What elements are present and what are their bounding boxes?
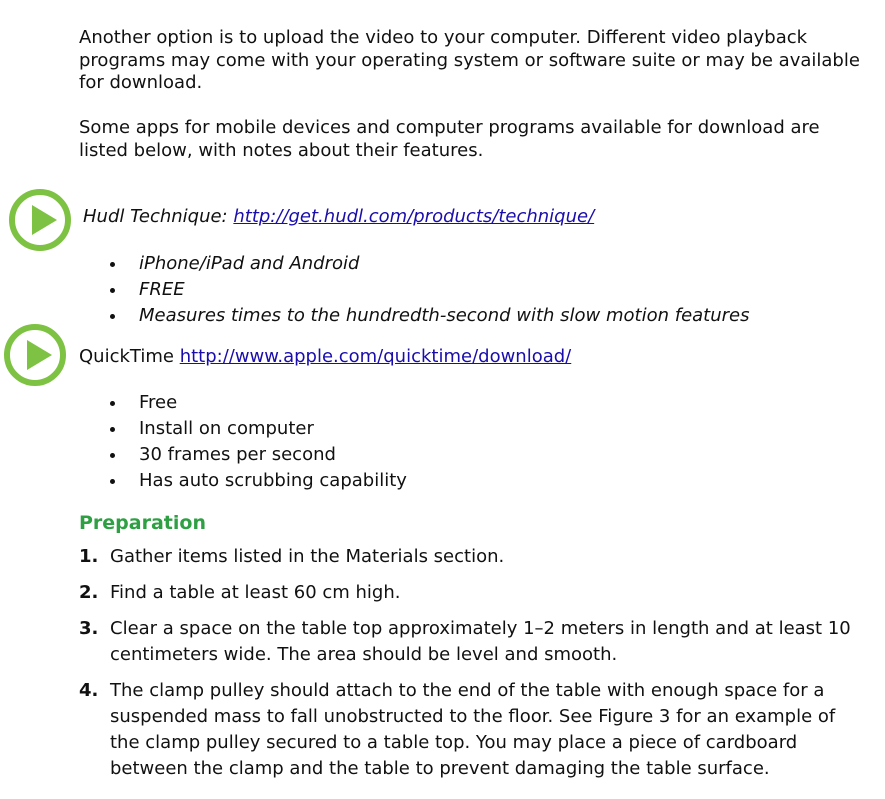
list-item: Measures times to the hundredth-second with slow motion features [110,303,750,329]
play-icon [8,188,72,252]
step-item: 3. Clear a space on the table top approximately 1–2 meters in length and at least 10 centimeters wide. The area should be level and smooth. [79,618,851,665]
step-item: 1. Gather items listed in the Materials section. [79,546,505,567]
app-link-hudl[interactable]: http://get.hudl.com/products/technique/ [233,206,595,227]
step-item: 4. The clamp pulley should attach to the end of the table with enough space for a suspended mass to fall unobstructed to the floor. See Figure 3 for an example of the clamp pulley secured to a table top. You may place a piece of cardboard between the clamp and the table to prevent damaging the table surface. [79,680,836,779]
app-name: Hudl Technique: [83,206,228,227]
quicktime-feature-list [110,390,407,494]
list-item: iPhone/iPad and Android [110,251,750,277]
list-item: Has auto scrubbing capability [110,468,407,494]
app-link-quicktime[interactable]: http://www.apple.com/quicktime/download/ [179,346,572,367]
play-icon [3,323,67,387]
intro-paragraph-1: Another option is to upload the video to your computer. Different video playback programs may come with your operating system or software suite or may be available for download. [79,27,860,93]
intro-paragraph-2: Some apps for mobile devices and computer programs available for download are listed below, with notes about their features. [79,117,820,161]
app-quicktime-line [79,345,571,369]
list-item: 30 frames per second [110,442,407,468]
list-item: Free [110,390,407,416]
app-name: QuickTime [79,346,174,367]
list-item: Install on computer [110,416,407,442]
hudl-feature-list [110,251,750,329]
step-item: 2. Find a table at least 60 cm high. [79,582,401,603]
app-hudl-line [83,205,594,229]
list-item: FREE [110,277,750,303]
preparation-steps [79,544,869,792]
section-heading-preparation: Preparation [79,512,206,534]
